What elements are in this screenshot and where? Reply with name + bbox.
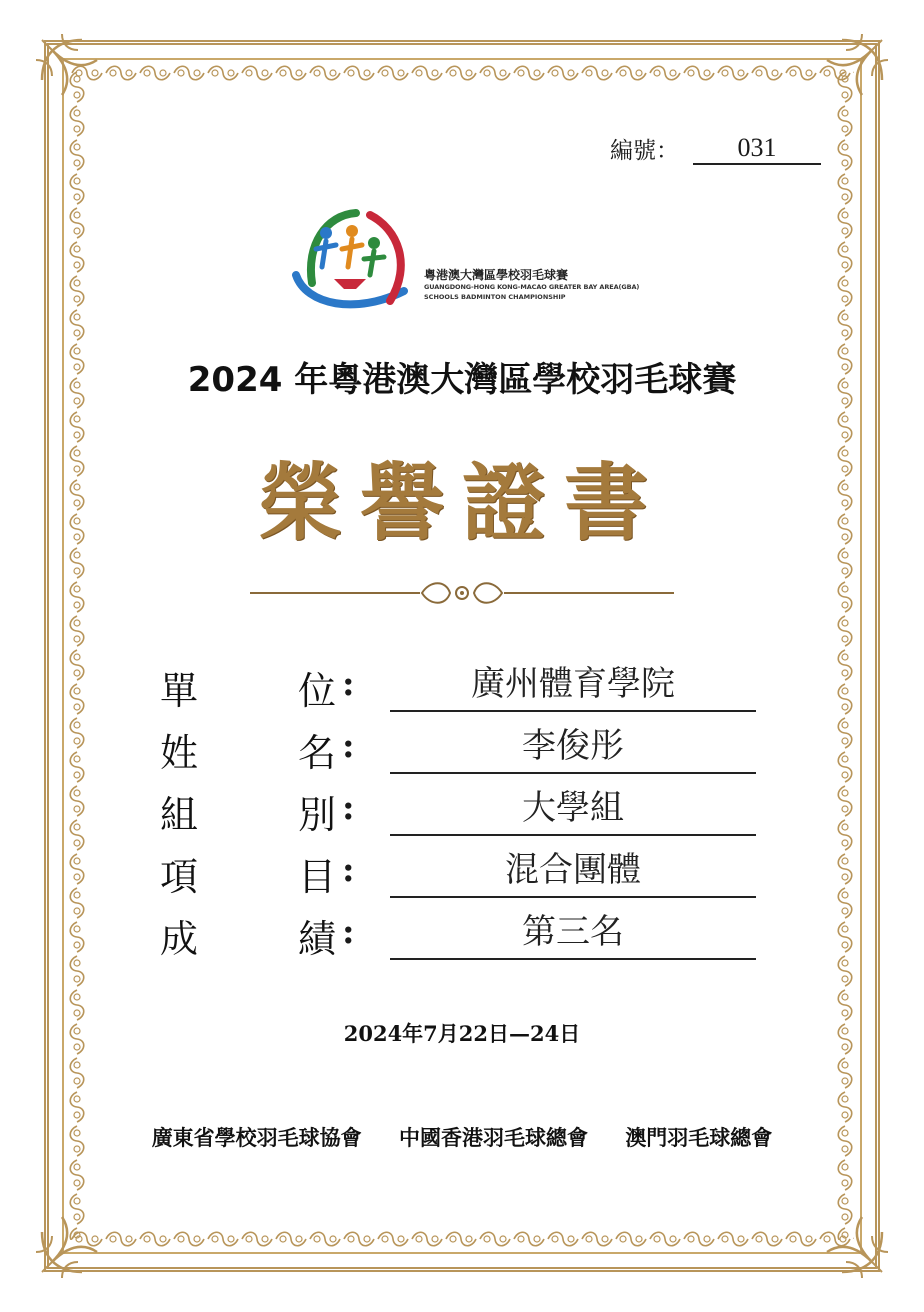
ornament-band-top bbox=[70, 62, 854, 84]
field-label-b: 名 bbox=[298, 731, 337, 775]
field-label-a: 姓 bbox=[160, 731, 199, 775]
field-value-name: 李俊彤 bbox=[522, 726, 624, 766]
field-underline bbox=[390, 958, 756, 960]
field-row-unit bbox=[160, 660, 780, 712]
organizer-guangdong: 廣東省學校羽毛球協會 bbox=[151, 1126, 362, 1150]
field-underline bbox=[390, 896, 756, 898]
field-label-b: 績 bbox=[298, 917, 337, 961]
serial-label: 編號： bbox=[610, 138, 679, 164]
organizer-macao: 澳門羽毛球總會 bbox=[625, 1126, 773, 1150]
field-underline bbox=[390, 834, 756, 836]
field-label-a: 成 bbox=[160, 917, 199, 961]
field-value-event: 混合團體 bbox=[505, 850, 641, 890]
corner-flourish-icon bbox=[782, 1172, 902, 1292]
field-row-group bbox=[160, 784, 780, 836]
field-colon: : bbox=[342, 850, 355, 890]
ornament-band-right bbox=[834, 70, 856, 1240]
corner-flourish-icon bbox=[22, 20, 142, 140]
logo-name-en-line-1: GUANGDONG-HONG KONG-MACAO GREATER BAY AREA(GBA) bbox=[424, 283, 640, 291]
field-row-name bbox=[160, 722, 780, 774]
field-underline bbox=[390, 710, 756, 712]
field-label-a: 單 bbox=[160, 669, 199, 713]
field-colon: : bbox=[342, 664, 355, 704]
event-title: 2024 年粵港澳大灣區學校羽毛球賽 bbox=[187, 360, 737, 400]
field-label-a: 組 bbox=[160, 793, 199, 837]
field-label-b: 目 bbox=[298, 855, 337, 899]
organizer-hong-kong: 中國香港羽毛球總會 bbox=[399, 1126, 588, 1150]
field-colon: : bbox=[342, 912, 355, 952]
logo-name-zh: 粵港澳大灣區學校羽毛球賽 bbox=[424, 268, 569, 282]
badminton-players-logo-icon bbox=[286, 205, 418, 327]
field-row-event bbox=[160, 846, 780, 898]
ornament-band-left bbox=[66, 70, 88, 1240]
serial-number bbox=[610, 132, 821, 165]
event-date: 2024年7月22日—24日 bbox=[343, 1021, 581, 1046]
field-label-a: 項 bbox=[160, 855, 199, 899]
ornamental-divider-icon bbox=[250, 576, 674, 610]
field-label-b: 別 bbox=[298, 793, 337, 837]
organizers bbox=[0, 1122, 924, 1152]
corner-flourish-icon bbox=[22, 1172, 142, 1292]
field-label-b: 位 bbox=[298, 669, 337, 713]
corner-flourish-icon bbox=[782, 20, 902, 140]
field-value-result: 第三名 bbox=[522, 912, 624, 952]
ornament-band-bottom bbox=[70, 1228, 854, 1250]
field-value-unit: 廣州體育學院 bbox=[471, 664, 675, 704]
field-colon: : bbox=[342, 726, 355, 766]
certificate-title: 榮譽證書 bbox=[257, 453, 666, 552]
field-row-result bbox=[160, 908, 780, 960]
field-underline bbox=[390, 772, 756, 774]
serial-value: 031 bbox=[693, 133, 821, 165]
field-value-group: 大學組 bbox=[522, 788, 624, 828]
logo-name-en-line-2: SCHOOLS BADMINTON CHAMPIONSHIP bbox=[424, 293, 566, 301]
field-colon: : bbox=[342, 788, 355, 828]
